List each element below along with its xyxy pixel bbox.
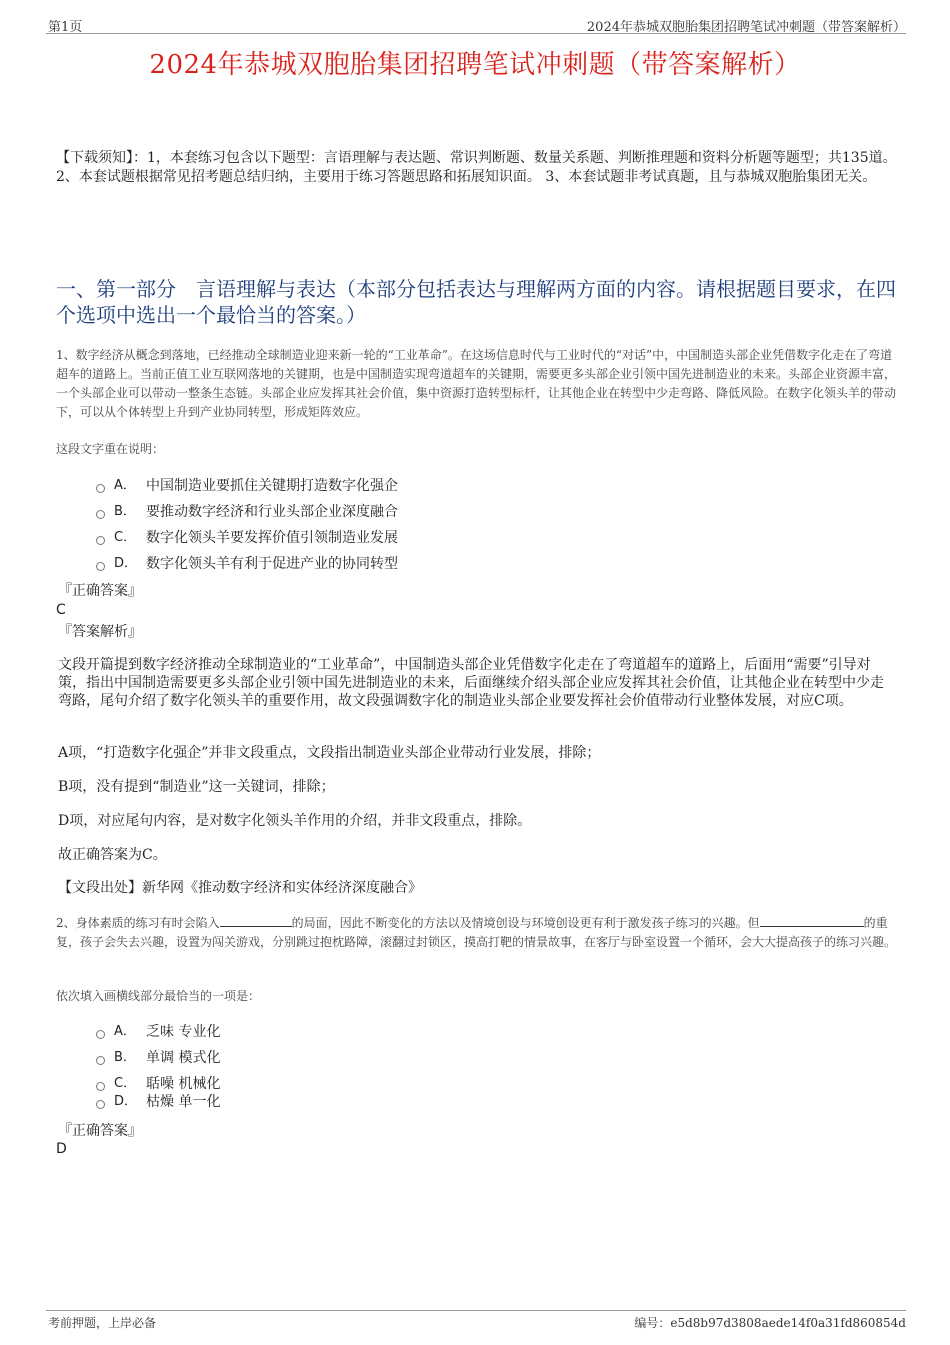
q1-option-d[interactable]: [96, 555, 398, 573]
option-letter: A．: [114, 478, 136, 493]
footer-divider: [46, 1310, 906, 1311]
q2-answer-label: 『正确答案』: [58, 1123, 142, 1139]
download-notice: 【下载须知】：1，本套练习包含以下题型：言语理解与表达题、常识判断题、数量关系题、判断推理题和资料分析题等题型；共135道。 2、本套试题根据常见招考题总结归纳，主要用于练习答题思路和拓展知识面。 3、本套试题非考试真题，且与恭城双胞胎集团无关。: [56, 150, 897, 185]
radio-icon[interactable]: [96, 1082, 105, 1091]
radio-icon[interactable]: [96, 510, 105, 519]
page-title: 2024年恭城双胞胎集团招聘笔试冲刺题（带答案解析）: [149, 50, 801, 80]
q1-option-a[interactable]: [96, 477, 398, 495]
radio-icon[interactable]: [96, 1056, 105, 1065]
question-1-stem: 1、数字经济从概念到落地，已经推动全球制造业迎来新一轮的“工业革命”。在这场信息时代与工业时代的“对话”中，中国制造头部企业凭借数字化走在了弯道超车的道路上。当前正值工业互联网落地的关键期，也是中国制造实现弯道超车的关键期，需要更多头部企业引领中国先进制造业的未来。头部企业资源丰富，一个头部企业可以带动一整条生态链。头部企业应发挥其社会价值，集中资源打造转型标杆，让其他企业在转型中少走弯路、降低风险。在数字化领头羊的带动下，可以从个体转型上升到产业协同转型，形成矩阵效应。: [56, 348, 897, 419]
q1-answer: C: [56, 602, 66, 618]
option-letter: B．: [114, 1050, 136, 1065]
question-2-prompt: 依次填入画横线部分最恰当的一项是：: [56, 989, 261, 1003]
radio-icon[interactable]: [96, 1030, 105, 1039]
q1-explain-d: D项，对应尾句内容，是对数字化领头羊作用的介绍，并非文段重点，排除。: [58, 813, 532, 829]
q1-conclusion: 故正确答案为C。: [58, 847, 167, 863]
option-text: 数字化领头羊要发挥价值引领制造业发展: [146, 530, 398, 546]
radio-icon[interactable]: [96, 1100, 105, 1109]
page-number: 第1页: [48, 20, 83, 35]
q1-analysis-label: 『答案解析』: [58, 624, 142, 640]
option-text: 中国制造业要抓住关键期打造数字化强企: [146, 478, 398, 494]
option-letter: C．: [114, 1076, 137, 1091]
footer-code: 编号：e5d8b97d3808aede14f0a31fd860854d: [634, 1316, 906, 1330]
header-divider: [46, 33, 906, 34]
q1-source: 【文段出处】新华网《推动数字经济和实体经济深度融合》: [58, 880, 422, 896]
header-doc-title: 2024年恭城双胞胎集团招聘笔试冲刺题（带答案解析）: [586, 20, 906, 35]
q1-option-c[interactable]: [96, 529, 398, 547]
option-letter: B．: [114, 504, 136, 519]
option-text: 乏味 专业化: [146, 1024, 221, 1040]
option-letter: C．: [114, 530, 137, 545]
q2-option-b[interactable]: [96, 1049, 220, 1067]
q2-option-c[interactable]: [96, 1075, 220, 1093]
option-letter: D．: [114, 556, 138, 571]
radio-icon[interactable]: [96, 536, 105, 545]
radio-icon[interactable]: [96, 484, 105, 493]
question-2-stem: 2、身体素质的练习有时会陷入 的局面，因此不断变化的方法以及情境创设与环境创设更有利于激发孩子练习的兴趣。但 的重复，孩子会失去兴趣，设置为闯关游戏，分别跳过抱枕路障，滚翻过封锁区，摸高打靶的情景故事，在客厅与卧室设置一个循环，会大大提高孩子的练习兴趣。: [56, 913, 901, 952]
fill-blank-2[interactable]: [760, 913, 864, 927]
option-text: 单调 模式化: [146, 1050, 221, 1066]
q2-answer: D: [56, 1141, 67, 1157]
fill-blank-1[interactable]: [220, 913, 292, 927]
q1-option-b[interactable]: [96, 503, 398, 521]
option-text: 聒噪 机械化: [146, 1076, 221, 1092]
option-letter: A．: [114, 1024, 136, 1039]
option-text: 数字化领头羊有利于促进产业的协同转型: [146, 556, 398, 572]
question-1-prompt: 这段文字重在说明：: [56, 442, 165, 456]
option-text: 枯燥 单一化: [146, 1094, 221, 1110]
q2-option-d[interactable]: [96, 1093, 220, 1111]
section-heading: 一、第一部分 言语理解与表达（本部分包括表达与理解两方面的内容。请根据题目要求，在四个选项中选出一个最恰当的答案。）: [56, 277, 896, 327]
q2-option-a[interactable]: [96, 1023, 220, 1041]
footer-slogan: 考前押题，上岸必备: [48, 1316, 157, 1330]
option-text: 要推动数字经济和行业头部企业深度融合: [146, 504, 398, 520]
q1-explain-b: B项，没有提到“制造业”这一关键词，排除；: [58, 779, 335, 795]
q1-answer-label: 『正确答案』: [58, 583, 142, 599]
q1-analysis: 文段开篇提到数字经济推动全球制造业的“工业革命”，中国制造头部企业凭借数字化走在了弯道超车的道路上，后面用“需要”引导对策，指出中国制造需要更多头部企业引领中国先进制造业的未来，后面继续介绍头部企业应发挥其社会价值，让其他企业在转型中少走弯路，尾句介绍了数字化领头羊的重要作用，故文段强调数字化的制造业头部企业要发挥社会价值带动行业整体发展，对应C项。: [58, 657, 884, 709]
option-letter: D．: [114, 1094, 138, 1109]
q1-explain-a: A项，“打造数字化强企”并非文段重点，文段指出制造业头部企业带动行业发展，排除；: [58, 745, 601, 761]
radio-icon[interactable]: [96, 562, 105, 571]
